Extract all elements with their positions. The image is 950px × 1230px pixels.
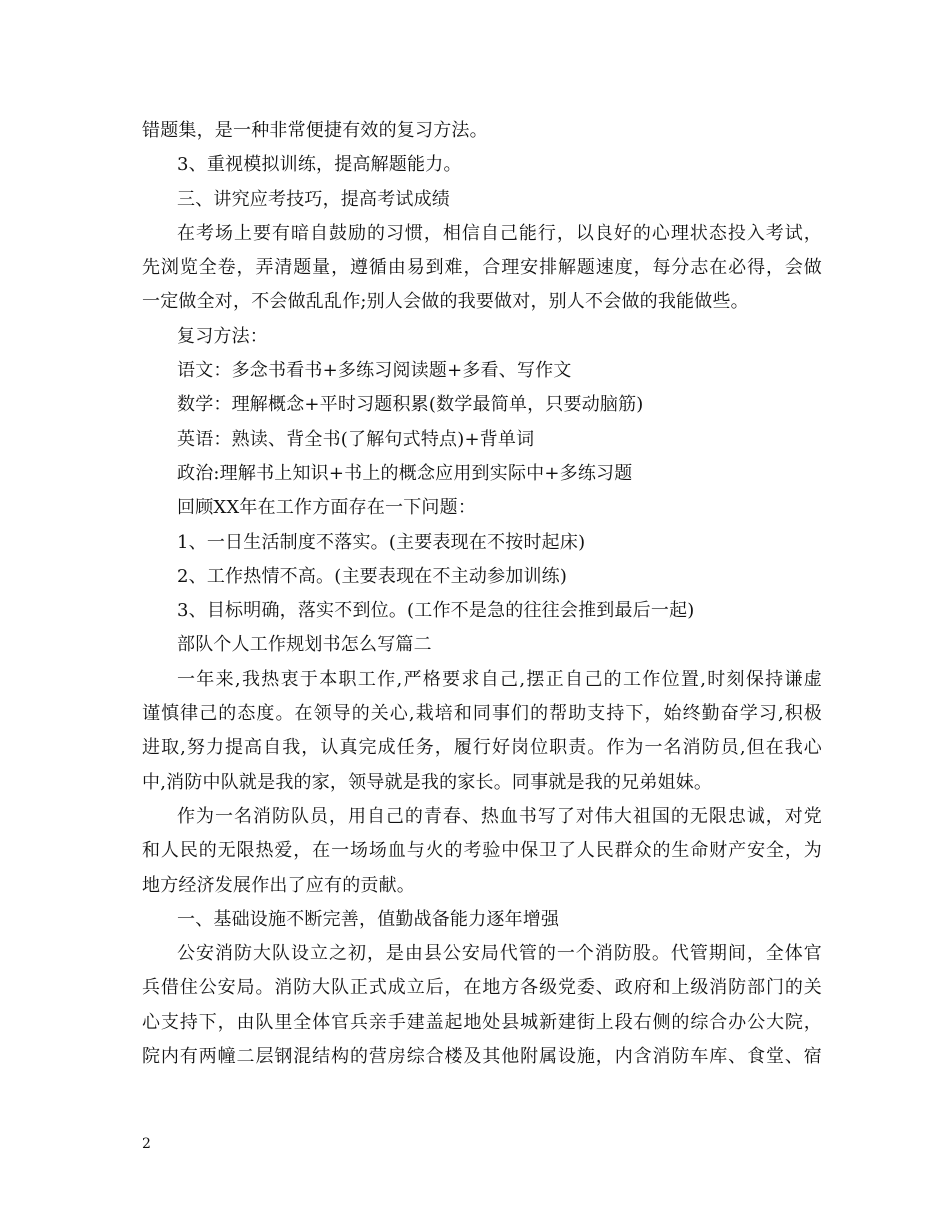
text-line: 在考场上要有暗自鼓励的习惯，相信自己能行，以良好的心理状态投入考试， (177, 222, 822, 244)
text-line: 回顾XX年在工作方面存在一下问题： (177, 497, 477, 519)
text-line: 谨慎律己的态度。在领导的关心,栽培和同事们的帮助支持下，始终勤奋学习,积极 (142, 703, 822, 725)
text-line: 公安消防大队设立之初，是由县公安局代管的一个消防股。代管期间，全体官 (177, 943, 822, 965)
text-line: 3、目标明确，落实不到位。(工作不是急的往往会推到最后一起) (177, 600, 695, 622)
text-line: 进取,努力提高自我，认真完成任务，履行好岗位职责。作为一名消防员,但在我心 (142, 737, 822, 759)
text-line: 3、重视模拟训练，提高解题能力。 (177, 154, 462, 176)
text-line: 错题集，是一种非常便捷有效的复习方法。 (142, 120, 488, 141)
page-number: 2 (142, 1136, 151, 1152)
text-line: 语文：多念书看书+多练习阅读题+多看、写作文 (177, 360, 572, 382)
text-line: 中,消防中队就是我的家，领导就是我的家长。同事就是我的兄弟姐妹。 (142, 771, 713, 793)
text-line: 政治:理解书上知识+书上的概念应用到实际中+多练习题 (177, 462, 633, 484)
text-line: 2、工作热情不高。(主要表现在不主动参加训练) (177, 565, 568, 587)
text-line: 兵借住公安局。消防大队正式成立后，在地方各级党委、政府和上级消防部门的关 (142, 977, 822, 999)
text-line: 心支持下，由队里全体官兵亲手建盖起地处县城新建街上段右侧的综合办公大院， (142, 1011, 822, 1033)
text-line: 三、讲究应考技巧，提高考试成绩 (177, 188, 450, 210)
text-line: 作为一名消防队员，用自己的青春、热血书写了对伟大祖国的无限忠诚，对党 (177, 805, 822, 827)
text-line: 和人民的无限热爱，在一场场血与火的考验中保卫了人民群众的生命财产安全，为 (142, 840, 822, 862)
text-line: 一、基础设施不断完善，值勤战备能力逐年增强 (177, 908, 560, 930)
text-line: 院内有两幢二层钢混结构的营房综合楼及其他附属设施，内含消防车库、食堂、宿 (142, 1046, 822, 1068)
document-body (142, 114, 822, 1074)
text-line: 英语：熟读、背全书(了解句式特点)+背单词 (177, 428, 535, 450)
text-line: 部队个人工作规划书怎么写篇二 (177, 634, 432, 656)
text-line: 1、一日生活制度不落实。(主要表现在不按时起床) (177, 531, 586, 553)
text-line: 一年来,我热衷于本职工作,严格要求自己,摆正自己的工作位置,时刻保持谦虚 (177, 668, 822, 690)
text-line: 复习方法： (177, 325, 268, 347)
text-line: 一定做全对，不会做乱乱作;别人会做的我要做对，别人不会做的我能做些。 (142, 291, 749, 313)
text-line: 先浏览全卷，弄清题量，遵循由易到难，合理安排解题速度，每分志在必得，会做 (142, 257, 822, 279)
text-line: 数学：理解概念+平时习题积累(数学最简单，只要动脑筋) (177, 394, 644, 416)
text-line: 地方经济发展作出了应有的贡献。 (142, 874, 415, 896)
